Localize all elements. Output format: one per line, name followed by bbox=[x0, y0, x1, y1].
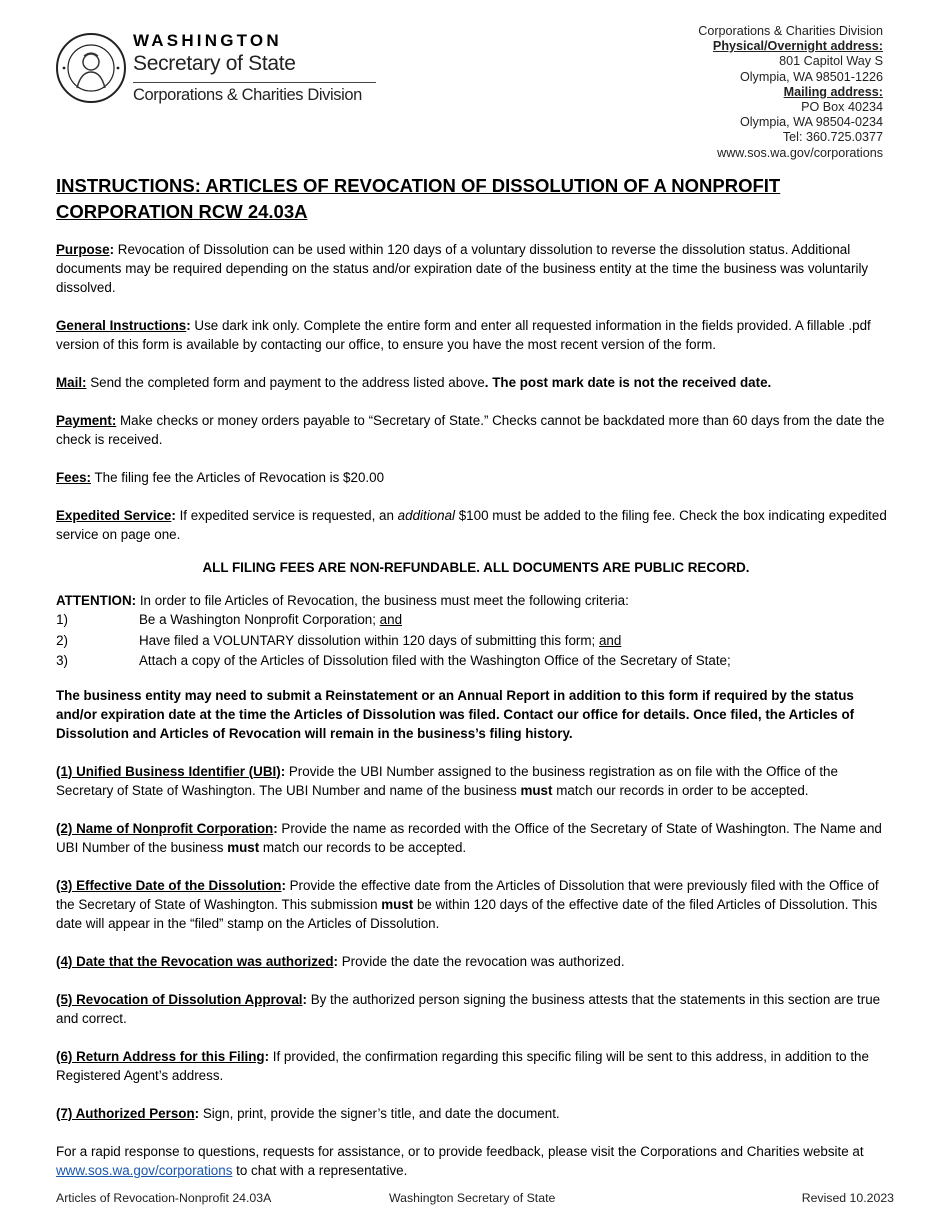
corporations-website-link[interactable]: www.sos.wa.gov/corporations bbox=[56, 1162, 233, 1178]
general-instructions-paragraph: General Instructions: Use dark ink only. Complete the entire form and enter all requested information in the fields provided. A fillable .pdf version of this form is available by contacting our office, to ensure you have the most recent version of the form. bbox=[56, 318, 871, 352]
section-1-text: Provide the UBI Number assigned to the business registration as on file with the Office of the Secretary of State of Washington. The UBI Number and name of the business bbox=[56, 763, 838, 798]
section-7-label: (7) Authorized Person bbox=[56, 1105, 195, 1121]
mailing-address-line2: Olympia, WA 98504-0234 bbox=[739, 115, 883, 130]
section-3-must: must bbox=[381, 896, 414, 912]
logo-divider bbox=[133, 82, 376, 83]
list-item bbox=[56, 631, 896, 652]
physical-address-line1: 801 Capitol Way S bbox=[779, 54, 883, 69]
reinstatement-warning: The business entity may need to submit a Reinstatement or an Annual Report in addition to this form if required by the status and/or expiration date at the time the Articles of Dissolution was filed. Contact our office for details. Once filed, the Articles of Dissolution and Articles of Revocation will remain in the business’s filing history. bbox=[56, 687, 855, 741]
fees-text: The filing fee the Articles of Revocation is $20.00 bbox=[90, 470, 385, 485]
section-1-paragraph: (1) Unified Business Identifier (UBI): Provide the UBI Number assigned to the business registration as on file with the Office of the Secretary of State of Washington. The UBI Number and name of the business must match our records in order to be accepted. bbox=[56, 763, 838, 798]
section-1-must: must bbox=[520, 782, 553, 798]
section-2-paragraph: (2) Name of Nonprofit Corporation: Provide the name as recorded with the Office of the Secretary of State of Washington. The Name and UBI Number of the business must match our records to be accepted. bbox=[56, 820, 882, 855]
mail-bold-text: . The post mark date is not the received date. bbox=[484, 375, 772, 390]
logo-division: Corporations & Charities Division bbox=[133, 86, 362, 104]
logo-secretary-of-state: Secretary of State bbox=[133, 52, 296, 75]
page-title: INSTRUCTIONS: ARTICLES OF REVOCATION OF DISSOLUTION OF A NONPROFIT CORPORATION RCW 24.03A bbox=[56, 175, 781, 222]
section-4-label: (4) Date that the Revocation was authorized bbox=[56, 953, 334, 969]
section-7-paragraph: (7) Authorized Person: Sign, print, provide the signer’s title, and date the document. bbox=[56, 1105, 560, 1121]
general-instructions-label: General Instructions bbox=[56, 318, 187, 333]
instructions-body bbox=[56, 240, 896, 1199]
criteria-number: 1) bbox=[56, 612, 68, 627]
mailing-address-line1: PO Box 40234 bbox=[801, 100, 883, 115]
section-4-text: Provide the date the revocation was authorized. bbox=[338, 953, 625, 969]
attention-paragraph bbox=[56, 591, 896, 610]
section-6-label: (6) Return Address for this Filing bbox=[56, 1048, 265, 1064]
secretary-of-state-seal bbox=[55, 32, 127, 104]
section-1-text-tail: match our records in order to be accepted. bbox=[552, 782, 809, 798]
criteria-number: 3) bbox=[56, 653, 68, 668]
mail-paragraph bbox=[56, 373, 896, 392]
expedited-paragraph: Expedited Service: If expedited service is requested, an additional $100 must be added to the filing fee. Check the box indicating expedited service on page one. bbox=[56, 508, 887, 542]
list-item bbox=[56, 610, 896, 631]
closing-text-tail: to chat with a representative. bbox=[232, 1162, 408, 1178]
criteria-text: Have filed a VOLUNTARY dissolution within 120 days of submitting this form; bbox=[139, 632, 599, 648]
purpose-text: Revocation of Dissolution can be used within 120 days of a voluntary dissolution to reverse the dissolution status. Additional documents may be required depending on the status and/or expiration date of the business entity at the time the business was voluntarily dissolved. bbox=[56, 242, 869, 295]
section-3-text: Provide the effective date from the Articles of Dissolution that were previously filed with the Office of the Secretary of State of Washington. This submission bbox=[56, 877, 879, 912]
section-4-paragraph: (4) Date that the Revocation was authorized: Provide the date the revocation was authorized. bbox=[56, 953, 625, 969]
section-3-label: (3) Effective Date of the Dissolution bbox=[56, 877, 282, 893]
mail-text: Send the completed form and payment to the address listed above bbox=[86, 375, 485, 390]
list-item bbox=[56, 651, 896, 672]
criteria-list bbox=[56, 610, 896, 672]
footer-revision: Revised 10.2023 bbox=[801, 1191, 894, 1205]
expedited-text-tail: $100 must be added to the filing fee. Check the box indicating expedited service on page one. bbox=[56, 508, 887, 542]
payment-text: Make checks or money orders payable to “Secretary of State.” Checks cannot be backdated more than 60 days from the date the check is received. bbox=[56, 413, 885, 447]
criteria-and: and bbox=[598, 632, 622, 648]
criteria-number: 2) bbox=[56, 632, 68, 648]
logo-washington: WASHINGTON bbox=[133, 31, 282, 50]
mail-label: Mail: bbox=[56, 375, 87, 390]
section-7-text: Sign, print, provide the signer’s title, and date the document. bbox=[199, 1105, 560, 1121]
fees-label: Fees: bbox=[56, 470, 91, 485]
physical-address-line2: Olympia, WA 98501-1226 bbox=[739, 69, 883, 84]
purpose-label: Purpose bbox=[56, 242, 110, 257]
telephone: Tel: 360.725.0377 bbox=[782, 130, 883, 145]
section-2-text: Provide the name as recorded with the Office of the Secretary of State of Washington. The Name and UBI Number of the business bbox=[56, 820, 882, 855]
general-instructions-text: Use dark ink only. Complete the entire form and enter all requested information in the fields provided. A fillable .pdf version of this form is available by contacting our office, to ensure you have the most recent version of the form. bbox=[56, 318, 871, 352]
payment-paragraph bbox=[56, 411, 896, 449]
section-3-text-tail: be within 120 days of the effective date of the filed Articles of Dissolution. This date will appear in the “filed” stamp on the Articles of Dissolution. bbox=[56, 896, 878, 931]
section-5-label: (5) Revocation of Dissolution Approval bbox=[56, 991, 303, 1007]
physical-address-label: Physical/Overnight address: bbox=[712, 39, 883, 54]
expedited-italic: additional bbox=[397, 508, 456, 523]
attention-text: In order to file Articles of Revocation, the business must meet the following criteria: bbox=[136, 593, 629, 608]
payment-label: Payment: bbox=[56, 413, 117, 428]
footer-agency: Washington Secretary of State bbox=[389, 1191, 556, 1205]
section-2-must: must bbox=[227, 839, 260, 855]
purpose-paragraph: Purpose: Revocation of Dissolution can be used within 120 days of a voluntary dissolution to reverse the dissolution status. Additional documents may be required depending on the status and/or expiration date of the business entity at the time the business was voluntarily dissolved. bbox=[56, 242, 869, 295]
expedited-text: If expedited service is requested, an bbox=[175, 508, 398, 523]
criteria-and: and bbox=[379, 612, 403, 627]
section-1-label: (1) Unified Business Identifier (UBI) bbox=[56, 763, 281, 779]
expedited-label: Expedited Service bbox=[56, 508, 172, 523]
division-name: Corporations & Charities Division bbox=[698, 24, 883, 38]
criteria-text: Be a Washington Nonprofit Corporation; bbox=[139, 612, 380, 627]
attention-label: ATTENTION: bbox=[56, 593, 137, 608]
website: www.sos.wa.gov/corporations bbox=[717, 145, 883, 160]
criteria-text: Attach a copy of the Articles of Dissolution filed with the Washington Office of the Secretary of State; bbox=[139, 653, 731, 668]
closing-paragraph bbox=[56, 1142, 896, 1180]
section-5-text: By the authorized person signing the business attests that the statements in this section are true and correct. bbox=[56, 991, 881, 1026]
public-record-notice: ALL FILING FEES ARE NON-REFUNDABLE. ALL DOCUMENTS ARE PUBLIC RECORD. bbox=[202, 560, 750, 575]
section-5-paragraph: (5) Revocation of Dissolution Approval: By the authorized person signing the business attests that the statements in this section are true and correct. bbox=[56, 991, 881, 1026]
fees-paragraph bbox=[56, 468, 896, 487]
section-6-text: If provided, the confirmation regarding this specific filing will be sent to this address, in addition to the Registered Agent’s address. bbox=[56, 1048, 869, 1083]
address-block bbox=[698, 24, 883, 161]
mailing-address-label: Mailing address: bbox=[783, 84, 883, 99]
footer-form-name: Articles of Revocation-Nonprofit 24.03A bbox=[56, 1191, 272, 1205]
closing-text: For a rapid response to questions, requests for assistance, or to provide feedback, please visit the Corporations and Charities website at bbox=[56, 1143, 864, 1159]
section-3-paragraph: (3) Effective Date of the Dissolution: Provide the effective date from the Articles of Dissolution that were previously filed with the Office of the Secretary of State of Washington. This submission must be within 120 days of the effective date of the filed Articles of Dissolution. This date will appear in the “filed” stamp on the Articles of Dissolution. bbox=[56, 877, 879, 931]
section-2-label: (2) Name of Nonprofit Corporation bbox=[56, 820, 274, 836]
section-6-paragraph: (6) Return Address for this Filing: If provided, the confirmation regarding this specific filing will be sent to this address, in addition to the Registered Agent’s address. bbox=[56, 1048, 869, 1083]
section-2-text-tail: match our records to be accepted. bbox=[259, 839, 467, 855]
